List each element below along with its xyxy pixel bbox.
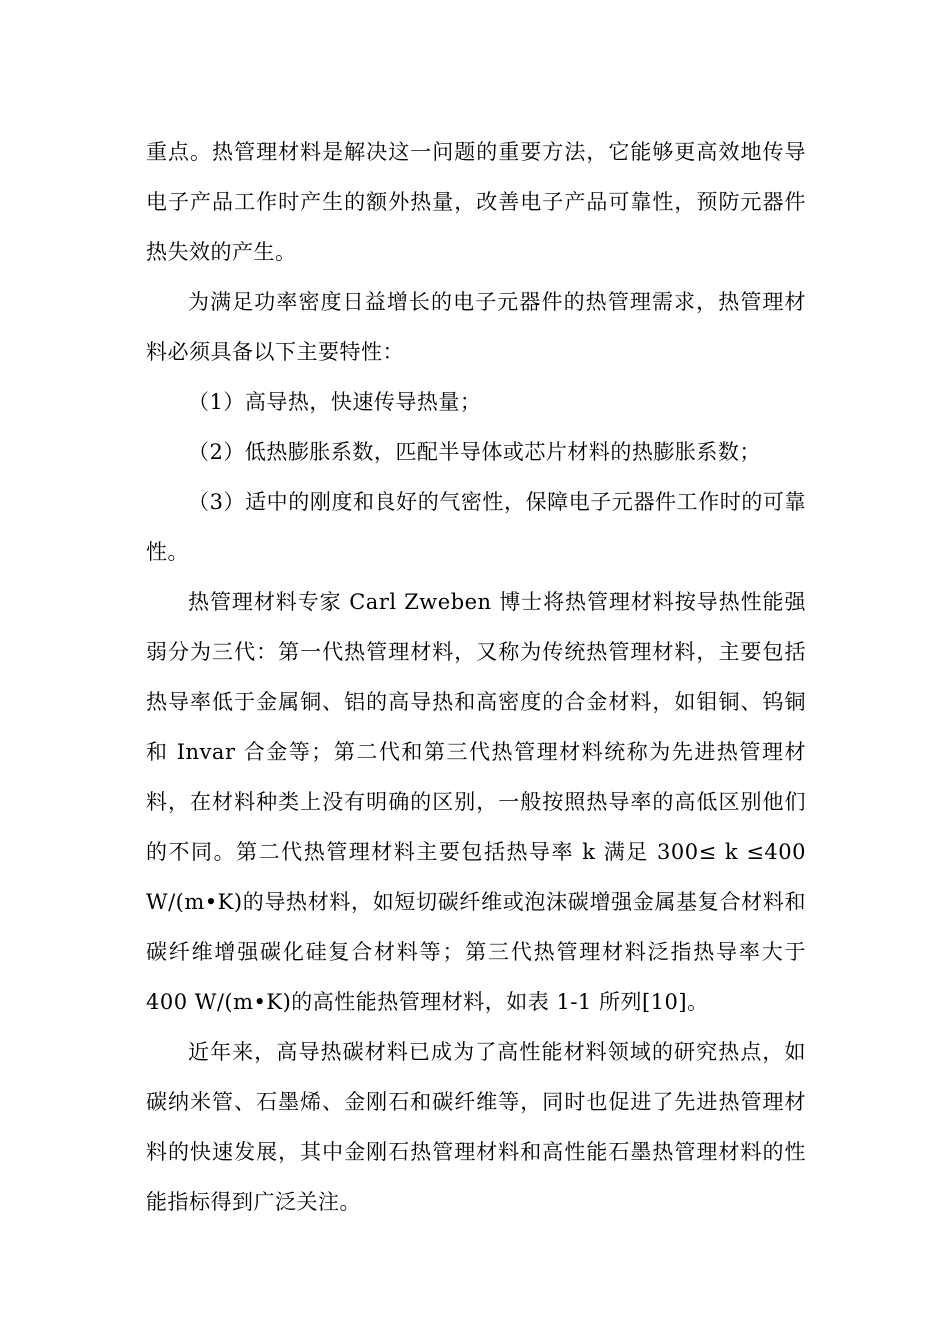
paragraph-requirements-intro: 为满足功率密度日益增长的电子元器件的热管理需求，热管理材料必须具备以下主要特性：: [146, 290, 806, 364]
list-item-1: （1）高导热，快速传导热量；: [188, 390, 482, 414]
paragraph-carbon-materials: 近年来，高导热碳材料已成为了高性能材料领域的研究热点，如碳纳米管、石墨烯、金刚石和碳纤维等，同时也促进了先进热管理材料的快速发展，其中金刚石热管理材料和高性能石墨热管理材料的性能指标得到广泛关注。: [146, 1040, 806, 1214]
paragraph-continuation: 重点。热管理材料是解决这一问题的重要方法，它能够更高效地传导电子产品工作时产生的额外热量，改善电子产品可靠性，预防元器件热失效的产生。: [146, 140, 806, 264]
list-item-3: （3）适中的刚度和良好的气密性，保障电子元器件工作时的可靠性。: [146, 490, 806, 564]
document-body: [146, 127, 806, 1227]
list-item-2: （2）低热膨胀系数，匹配半导体或芯片材料的热膨胀系数；: [188, 440, 761, 464]
paragraph-generations: 热管理材料专家 Carl Zweben 博士将热管理材料按导热性能强弱分为三代：第一代热管理材料，又称为传统热管理材料，主要包括热导率低于金属铜、铝的高导热和高密度的合金材料，如钼铜、钨铜和 Invar 合金等；第二代和第三代热管理材料统称为先进热管理材料，在材料种类上没有明确的区别，一般按照热导率的高低区别他们的不同。第二代热管理材料主要包括热导率 k 满足 300≤ k ≤400 W/(m•K)的导热材料，如短切碳纤维或泡沫碳增强金属基复合材料和碳纤维增强碳化硅复合材料等；第三代热管理材料泛指热导率大于 400 W/(m•K)的高性能热管理材料，如表 1-1 所列[10]。: [146, 590, 806, 1014]
